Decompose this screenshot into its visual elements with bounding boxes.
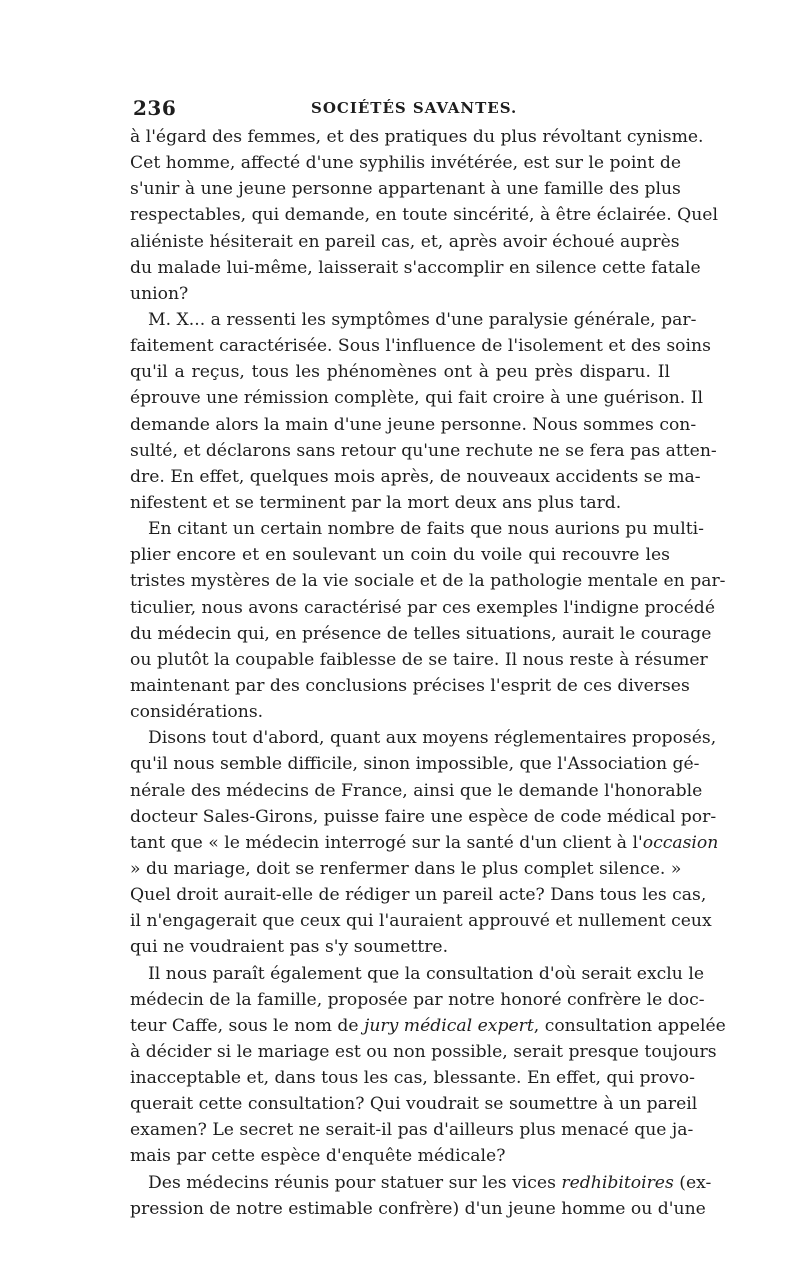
text-line: docteur Sales-Girons, puisse faire une espèce de code médical por-	[130, 806, 717, 827]
running-title: SOCIÉTÉS SAVANTES.	[311, 99, 518, 117]
text-line: mais par cette espèce d'enquête médicale?	[130, 1146, 506, 1167]
text-line: Des médecins réunis pour statuer sur les vices redhibitoires (ex-	[148, 1172, 712, 1193]
text-line: tant que « le médecin interrogé sur la santé d'un client à l'occasion	[130, 832, 719, 853]
text-line: tristes mystères de la vie sociale et de la pathologie mentale en par-	[130, 571, 726, 592]
text-line: faitement caractérisée. Sous l'influence de l'isolement et des soins	[130, 336, 711, 357]
italic-phrase: occasion	[642, 832, 719, 853]
text-line: Quel droit aurait-elle de rédiger un pareil acte? Dans tous les cas,	[130, 885, 707, 906]
text-line: respectables, qui demande, en toute sincérité, à être éclairée. Quel	[130, 205, 718, 226]
text-line: à l'égard des femmes, et des pratiques du plus révoltant cynisme.	[130, 127, 704, 147]
text-line: Cet homme, affecté d'une syphilis invétérée, est sur le point de	[130, 153, 682, 174]
page-header	[133, 96, 673, 126]
text-line: plier encore et en soulevant un coin du voile qui recouvre les	[130, 545, 670, 566]
page-number: 236	[133, 96, 177, 120]
text-line: qu'il nous semble difficile, sinon impossible, que l'Association gé-	[130, 754, 700, 775]
text-line: union?	[130, 283, 189, 304]
text-line: demande alors la main d'une jeune personne. Nous sommes con-	[130, 414, 697, 435]
text-line: médecin de la famille, proposée par notre honoré confrère le doc-	[130, 989, 705, 1010]
text-line: Disons tout d'abord, quant aux moyens réglementaires proposés,	[148, 728, 717, 749]
text-line: du malade lui-même, laisserait s'accomplir en silence cette fatale	[130, 257, 701, 278]
italic-phrase: redhibitoires	[561, 1172, 674, 1193]
text-line: maintenant par des conclusions précises l'esprit de ces diverses	[130, 675, 690, 696]
text-line: » du mariage, doit se renfermer dans le plus complet silence. »	[130, 858, 682, 879]
text-line: nifestent et se terminent par la mort deux ans plus tard.	[130, 492, 622, 513]
text-line: à décider si le mariage est ou non possible, serait presque toujours	[130, 1041, 717, 1062]
text-line: dre. En effet, quelques mois après, de nouveaux accidents se ma-	[130, 466, 701, 487]
text-line: ticulier, nous avons caractérisé par ces exemples l'indigne procédé	[130, 597, 715, 618]
body-text	[130, 124, 726, 1222]
italic-phrase: jury médical expert	[364, 1015, 534, 1036]
text-line: Il nous paraît également que la consultation d'où serait exclu le	[148, 963, 705, 984]
text-line: aliéniste hésiterait en pareil cas, et, après avoir échoué auprès	[130, 231, 680, 252]
text-line: il n'engagerait que ceux qui l'auraient approuvé et nullement ceux	[130, 911, 712, 932]
text-line: inacceptable et, dans tous les cas, blessante. En effet, qui provo-	[130, 1068, 695, 1089]
text-line: qui ne voudraient pas s'y soumettre.	[130, 937, 449, 958]
text-line: qu'il a reçus, tous les phénomènes ont à peu près disparu. Il	[130, 362, 670, 383]
text-line: pression de notre estimable confrère) d'un jeune homme ou d'une	[130, 1198, 706, 1219]
text-line: teur Caffe, sous le nom de jury médical expert, consultation appelée	[130, 1015, 726, 1036]
text-line: querait cette consultation? Qui voudrait se soumettre à un pareil	[130, 1094, 698, 1115]
text-line: nérale des médecins de France, ainsi que le demande l'honorable	[130, 780, 703, 801]
text-line: considérations.	[130, 702, 264, 723]
text-line: En citant un certain nombre de faits que nous aurions pu multi-	[148, 519, 704, 540]
text-line: sulté, et déclarons sans retour qu'une rechute ne se fera pas atten-	[130, 440, 717, 461]
text-line: s'unir à une jeune personne appartenant à une famille des plus	[130, 179, 681, 200]
text-line: M. X... a ressenti les symptômes d'une paralysie générale, par-	[148, 309, 697, 330]
text-line: éprouve une rémission complète, qui fait croire à une guérison. Il	[130, 388, 704, 409]
text-line: ou plutôt la coupable faiblesse de se taire. Il nous reste à résumer	[130, 649, 708, 670]
text-line: examen? Le secret ne serait-il pas d'ailleurs plus menacé que ja-	[130, 1120, 694, 1141]
text-line: du médecin qui, en présence de telles situations, aurait le courage	[130, 623, 712, 644]
